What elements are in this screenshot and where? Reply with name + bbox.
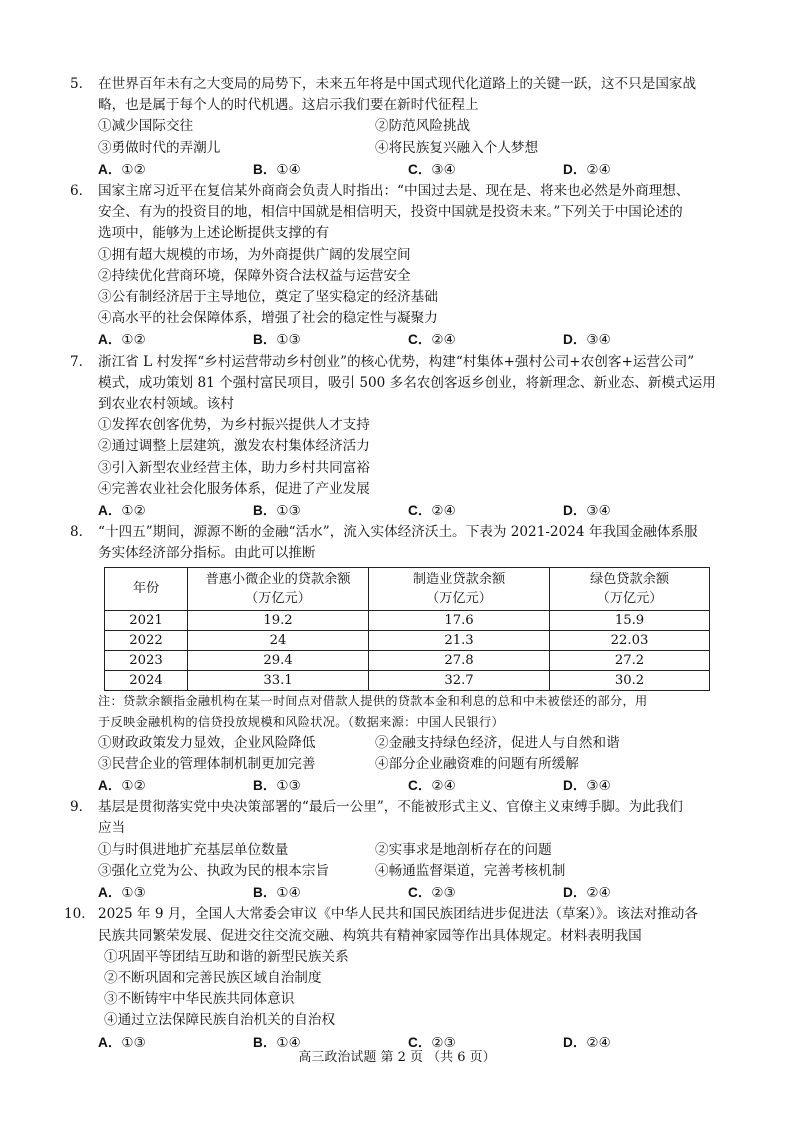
answer-choices [70,775,742,797]
header-line: 普惠小微企业的贷款余额 [205,571,351,587]
choice-text: ②④ [586,885,611,902]
statement-2: ②金融支持绿色经济，促进人与自然和谐 [375,734,620,751]
table-cell: 22.03 [550,630,710,650]
question-stem [70,352,742,373]
question-number: 10． [64,906,95,923]
question-stem [70,797,742,818]
table-cell: 2023 [105,650,188,670]
choice-a [98,159,253,181]
choice-b [253,159,408,181]
stem-text: 民族共同繁荣发展、促进交往交流交融、构筑共有精神家园等作出具体规定。材料表明我国 [98,927,642,944]
stem-text: 2025 年 9 月，全国人大常委会审议《中华人民共和国民族团结进步促进法（草案）》。该法对推动各 [98,906,698,923]
statement-options [70,840,742,882]
choice-letter: D． [563,885,587,901]
header-unit: （万亿元） [245,590,311,606]
stem-text: 模式，成功策划 81 个强村富民项目，吸引 500 多名农创客返乡创业，将新理念、新业态、新模式运用 [98,374,716,391]
choice-letter: B． [253,161,277,177]
table-cell: 15.9 [550,610,710,630]
choice-letter: A． [98,1034,122,1050]
question-stem [64,904,742,925]
table-cell: 24 [188,630,369,650]
choice-letter: D． [563,778,587,794]
statement-options [70,733,742,775]
answer-choices [70,882,742,904]
choice-letter: A． [98,332,122,348]
statement-2: ②防范风险挑战 [375,118,471,135]
choice-text: ①② [121,778,146,795]
header-line: 绿色贷款余额 [589,571,670,587]
choice-c [408,329,563,351]
choice-letter: A． [98,161,122,177]
choice-text: ①④ [276,885,301,902]
answer-choices [70,159,742,181]
question-number: 7． [70,353,93,370]
statement-3: ③民营企业的管理体制机制更加完善 [98,755,316,772]
choice-a [98,500,253,522]
table-cell: 33.1 [188,670,369,690]
choice-letter: C． [408,885,432,901]
choice-text: ②④ [586,1034,611,1051]
table-cell: 2024 [105,670,188,690]
question-number: 6． [70,183,93,200]
choice-d [563,500,742,522]
choice-b [253,500,408,522]
choice-text: ③④ [586,332,611,349]
header-unit: （万亿元） [596,590,663,606]
statement-4: ④完善农业社会化服务体系，促进了产业发展 [98,480,370,497]
choice-c [408,775,563,797]
choice-text: ③④ [586,503,611,520]
question-10 [64,904,742,1053]
table-row [105,670,710,690]
question-stem [70,181,742,202]
statement-2: ②实事求是地剖析存在的问题 [375,841,552,858]
choice-d [563,329,742,351]
choice-text: ②③ [431,1034,456,1051]
statement-4: ④部分企业融资难的问题有所缓解 [375,755,579,772]
choice-text: ①④ [276,1034,301,1051]
choice-a [98,329,253,351]
choice-b [253,329,408,351]
stem-text: 应当 [98,820,126,837]
stem-text: 在世界百年未有之大变局的局势下，未来五年将是中国式现代化道路上的关键一跃，这不只是国家战 [98,76,697,92]
choice-text: ③④ [586,778,611,795]
table-note: 注：贷款余额指金融机构在某一时间点对借款人提供的贷款本金和利息的总和中未被偿还的部分，用 [98,693,648,708]
table-cell: 2021 [105,610,188,630]
choice-letter: A． [98,503,122,519]
stem-text: 到农业农村领域。该村 [98,396,234,413]
question-number: 9． [70,799,93,816]
choice-c [408,159,563,181]
choice-letter: D． [563,503,587,519]
choice-text: ①③ [121,1034,146,1051]
header-column [550,567,710,610]
statement-2: ②持续优化营商环境，保障外资合法权益与运营安全 [98,267,411,284]
choice-c [408,882,563,904]
question-number: 5． [70,76,93,92]
statement-1: ①财政政策发力显效，企业风险降低 [98,734,316,751]
statement-4: ④畅通监督渠道，完善考核机制 [375,862,566,879]
table-cell: 30.2 [550,670,710,690]
choice-letter: B． [253,885,277,901]
choice-letter: B． [253,1034,277,1050]
choice-letter: C． [408,332,432,348]
question-8 [70,522,742,797]
choice-text: ①③ [276,778,301,795]
choice-letter: D． [563,1034,587,1050]
exam-page [64,74,742,1054]
stem-text: “十四五”期间，源源不断的金融“活水”，流入实体经济沃土。下表为 2021-2024 年我国金融体系服 [98,524,698,541]
choice-text: ①③ [276,503,301,520]
statement-3: ③不断铸牢中华民族共同体意识 [104,991,295,1008]
choice-letter: B． [253,778,277,794]
choice-letter: A． [98,778,122,794]
page-footer: 高三政治试题 第 2 页 （共 6 页） [298,1050,496,1065]
choice-text: ①③ [121,885,146,902]
stem-text: 选项中，能够为上述论断提供支撑的有 [98,225,330,242]
table-cell: 21.3 [369,630,550,650]
statement-2: ②通过调整上层建筑，激发农村集体经济活力 [98,438,370,455]
statement-1: ①与时俱进地扩充基层单位数量 [98,841,289,858]
choice-letter: D． [563,332,587,348]
statement-1: ①拥有超大规模的市场，为外商提供广阔的发展空间 [98,246,411,263]
question-9 [70,797,742,904]
choice-letter: B． [253,332,277,348]
choice-letter: D． [563,161,587,177]
statement-options [70,116,742,158]
choice-text: ①② [121,503,146,520]
choice-letter: C． [408,503,432,519]
choice-c [408,500,563,522]
stem-text: 基层是贯彻落实党中央决策部署的“最后一公里”，不能被形式主义、官僚主义束缚手脚。为此我们 [98,799,683,816]
statement-1: ①发挥农创客优势，为乡村振兴提供人才支持 [98,417,370,434]
stem-text: 安全、有为的投资目的地，相信中国就是相信明天，投资中国就是投资未来。”下列关于中国论述的 [98,204,683,221]
header-column [188,567,369,610]
table-cell: 32.7 [369,670,550,690]
statement-4: ④将民族复兴融入个人梦想 [375,139,539,156]
choice-a [98,775,253,797]
statement-3: ③勇做时代的弄潮儿 [98,139,221,156]
choice-a [98,882,253,904]
choice-letter: C． [408,1034,432,1050]
choice-letter: C． [408,161,432,177]
statement-4: ④高水平的社会保障体系，增强了社会的稳定性与凝聚力 [98,310,438,327]
choice-text: ②④ [431,332,456,349]
choice-text: ①③ [276,332,301,349]
statement-3: ③强化立党为公、执政为民的根本宗旨 [98,862,330,879]
choice-letter: B． [253,503,277,519]
header-year: 年份 [105,567,188,610]
table-cell: 19.2 [188,610,369,630]
choice-text: ①④ [276,161,301,178]
statement-1: ①减少国际交往 [98,118,194,135]
header-unit: （万亿元） [426,590,492,606]
loan-data-table [104,567,710,691]
answer-choices [70,500,742,522]
choice-d [563,159,742,181]
choice-letter: A． [98,885,122,901]
statement-4: ④通过立法保障民族自治机关的自治权 [104,1012,336,1029]
choice-text: ①② [121,332,146,349]
table-cell: 17.6 [369,610,550,630]
answer-choices [70,329,742,351]
stem-text: 略，也是属于每个人的时代机遇。这启示我们要在新时代征程上 [98,97,479,114]
choice-d [563,775,742,797]
choice-text: ③④ [431,161,456,178]
question-5 [70,74,742,181]
table-cell: 2022 [105,630,188,650]
table-cell: 27.2 [550,650,710,670]
table-row [105,610,710,630]
question-stem [70,522,742,543]
choice-b [253,775,408,797]
choice-text: ②④ [586,161,611,178]
question-6 [70,181,742,352]
statement-3: ③引入新型农业经营主体，助力乡村共同富裕 [98,459,370,476]
choice-letter: C． [408,778,432,794]
choice-text: ②④ [431,503,456,520]
choice-text: ②③ [431,885,456,902]
choice-b [253,882,408,904]
stem-text: 务实体经济部分指标。由此可以推断 [98,545,316,562]
table-row [105,650,710,670]
choice-d [563,882,742,904]
table-note: 于反映金融机构的信贷投放规模和风险状况。（数据来源：中国人民银行） [98,714,504,729]
header-column [369,567,550,610]
table-cell: 29.4 [188,650,369,670]
statement-2: ②不断巩固和完善民族区域自治制度 [104,969,322,986]
stem-text: 浙江省 L 村发挥“乡村运营带动乡村创业”的核心优势，构建“村集体+强村公司+农创客+运营公司” [98,353,695,370]
choice-text: ②④ [431,778,456,795]
table-cell: 27.8 [369,650,550,670]
question-number: 8． [70,524,93,541]
table-row [105,630,710,650]
header-line: 制造业贷款余额 [412,571,506,587]
statement-1: ①巩固平等团结互助和谐的新型民族关系 [104,948,349,965]
table-header-row [105,567,710,610]
question-stem [70,74,742,95]
choice-text: ①② [121,161,146,178]
statement-3: ③公有制经济居于主导地位，奠定了坚实稳定的经济基础 [98,289,438,306]
stem-text: 国家主席习近平在复信某外商商会负责人时指出：“中国过去是、现在是、将来也必然是外商理想、 [98,183,690,200]
question-7 [70,352,742,523]
